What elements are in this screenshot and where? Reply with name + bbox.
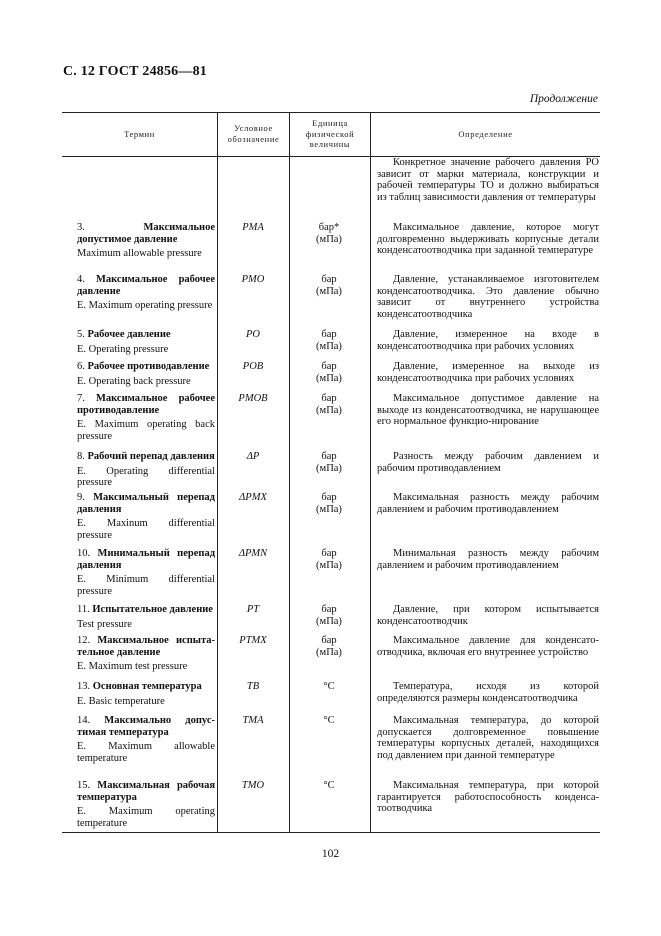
table-row-definition [377,715,599,761]
term-name: Рабочий перепад давления [87,451,215,462]
table-row-term [63,548,215,597]
carryover-definition [377,157,599,203]
term-ru [63,548,215,571]
carryover-definition-text: Конкретное значение рабочего давления PO зависит от марки материала, конструкции и рабочей температуры TO и должно выбираться из таблиц зависимости давления от температуры [377,157,599,203]
definition-text: Давление, устанавливаемое изготовителем конденсатоотводчика. Это давление обычно зависит от внутреннего устройства конденсатоотводчика [377,274,599,320]
table-row-unit: бар (мПа) [316,361,342,384]
term-number: 15. [77,780,91,791]
term-ru [63,222,215,245]
table-row-symbol: TB [246,681,260,692]
table-row-unit: бар (мПа) [316,451,342,474]
table-row-symbol: PMA [242,222,264,233]
definition-text: Температура, исходя из которой определяются размеры конденсатоотводчика [377,681,599,704]
table-row-symbol: PMO [241,274,265,285]
term-en: E. Maximum test pressure [77,661,188,673]
term-name: Минимальный перепад давления [77,548,216,571]
definition-text: Максимальная разность между рабочим давлением и рабочим противодавлением [377,492,599,515]
table-row-term [63,393,215,442]
term-name: Максимальная рабочая температура [77,780,215,803]
term-en: E. Maxinum differential pressure [77,518,215,541]
term-number: 14. [77,715,91,726]
column-header-term: Термин [124,128,155,139]
table-row-term [63,274,215,312]
definition-text: Минимальная разность между рабочим давлением и рабочим противодавлением [377,548,599,571]
definition-text: Давление, измеренное на входе в конденсатоотводчика при рабочих условиях [377,329,599,352]
term-ru [63,361,215,373]
term-ru [63,329,215,341]
term-ru [63,393,215,416]
table-row-unit: бар (мПа) [316,393,342,416]
table-row-unit: °C [323,780,335,791]
definition-text: Максимальная температура, до которой допускается долговременное повышение температуры корпусных деталей, находящихся под давлением при данной температуре [377,715,599,761]
table-row-definition [377,222,599,257]
term-name: Испытательное давление [92,604,213,615]
term-ru [63,492,215,515]
term-name: Максимальное допустимое давление [77,222,215,245]
term-name: Рабочее давление [87,329,171,340]
table-row-unit: бар (мПа) [316,492,342,515]
table-row-symbol: PO [246,329,260,340]
definition-text: Максимальная температура, при которой гарантируется работоспособность конденса-тоотводчика [377,780,599,815]
term-ru [63,451,215,463]
term-ru [63,715,215,738]
term-name: Максимальное рабочее давление [77,274,215,297]
term-en: E. Minimum differential pressure [77,574,215,597]
table-row-term [63,451,215,489]
term-en: E. Maximum operating temperature [77,806,215,829]
term-en: E. Maximum operating pressure [77,300,213,312]
continuation-label: Продолжение [529,93,598,105]
term-number: 11. [77,604,90,615]
table-row-term [63,715,215,764]
table-row-unit: бар (мПа) [316,548,342,571]
column-header-definition: Определение [458,128,513,139]
term-name: Максимальное испыта-тельное давление [77,635,215,658]
term-ru [63,681,215,693]
table-row-definition [377,780,599,815]
term-en: E. Operating differential pressure [77,465,215,489]
table-row-term [63,780,215,829]
term-en: E. Operating back pressure [77,375,191,387]
table-row-term [63,361,215,387]
table-row-symbol: TMO [241,780,265,791]
table-row-definition [377,681,599,704]
definition-text: Давление, при котором испытывается конденсатоотводчик [377,604,599,627]
table-row-symbol: PTMX [239,635,267,646]
table-row-term [63,492,215,541]
term-ru [63,274,215,297]
term-number: 12. [77,635,91,646]
table-row-definition [377,393,599,428]
table-row-symbol: ΔP [246,451,260,462]
term-name: Максимально допус-тимая температура [77,715,215,738]
term-name: Основная температура [92,681,202,692]
table-row-symbol: PT [246,604,260,615]
table-bottom-rule [62,832,600,833]
table-row-definition [377,548,599,571]
term-name: Рабочее противодавление [87,361,210,372]
table-row-unit: °C [323,681,335,692]
table-row-definition [377,451,599,474]
table-row-term [63,681,215,707]
term-number: 6. [77,361,85,372]
table-row-unit: бар (мПа) [316,604,342,627]
term-number: 4. [77,274,85,285]
term-en: E. Maximum operating back pressure [77,419,215,442]
term-en: E. Basic temperature [77,695,165,707]
term-en: Test pressure [77,618,132,630]
column-header-unit: Единица физической величины [305,118,355,150]
table-row-unit: бар (мПа) [316,329,342,352]
definition-text: Максимальное давление, которое могут долговременно выдерживать корпусные детали конденсатоотводчика при заданной температуре [377,222,599,257]
definition-text: Максимальное допустимое давление на выходе из конденсатоотводчика, не нарушающее его нормальное функцио-нирование [377,393,599,428]
table-row-symbol: PMOB [238,393,268,404]
term-number: 3. [77,222,85,233]
table-row-symbol: TMA [242,715,264,726]
table-row-definition [377,635,599,658]
term-ru [63,780,215,803]
term-en: E. Maximum allowable temperature [77,741,215,764]
column-header-symbol: Условное обозначение [227,123,280,144]
table-row-definition [377,329,599,352]
table-row-symbol: POB [242,361,264,372]
term-number: 8. [77,451,85,462]
term-number: 7. [77,393,85,404]
term-en: Maximum allowable pressure [77,248,202,260]
table-row-term [63,604,215,630]
table-row-term [63,635,215,673]
term-number: 10. [77,548,91,559]
term-name: Максимальное рабочее противодавление [77,393,215,416]
table-row-unit: бар (мПа) [316,635,342,658]
table-row-definition [377,361,599,384]
term-number: 5. [77,329,85,340]
table-row-definition [377,492,599,515]
table-row-definition [377,604,599,627]
column-divider-unit [370,112,371,832]
table-row-symbol: ΔPMX [239,492,267,503]
term-number: 9. [77,492,85,503]
definition-text: Давление, измеренное на выходе из конденсатоотводчика при рабочих условиях [377,361,599,384]
table-row-term [63,222,215,260]
term-number: 13. [77,681,91,692]
table-row-definition [377,274,599,320]
term-ru [63,604,215,616]
term-name: Максимальный перепад давления [77,492,215,515]
term-ru [63,635,215,658]
page-header-title: С. 12 ГОСТ 24856—81 [63,64,207,79]
term-en: E. Operating pressure [77,343,169,355]
table-row-unit: бар* (мПа) [316,222,342,245]
table-row-unit: °C [323,715,335,726]
page-number: 102 [321,848,340,860]
definition-text: Разность между рабочим давлением и рабочим противодавлением [377,451,599,474]
table-row-unit: бар (мПа) [316,274,342,297]
definition-text: Максимальное давление для конденсато-отводчика, включая его внутреннее устройство [377,635,599,658]
table-row-term [63,329,215,355]
terms-table [62,112,600,832]
table-row-symbol: ΔPMN [238,548,268,559]
